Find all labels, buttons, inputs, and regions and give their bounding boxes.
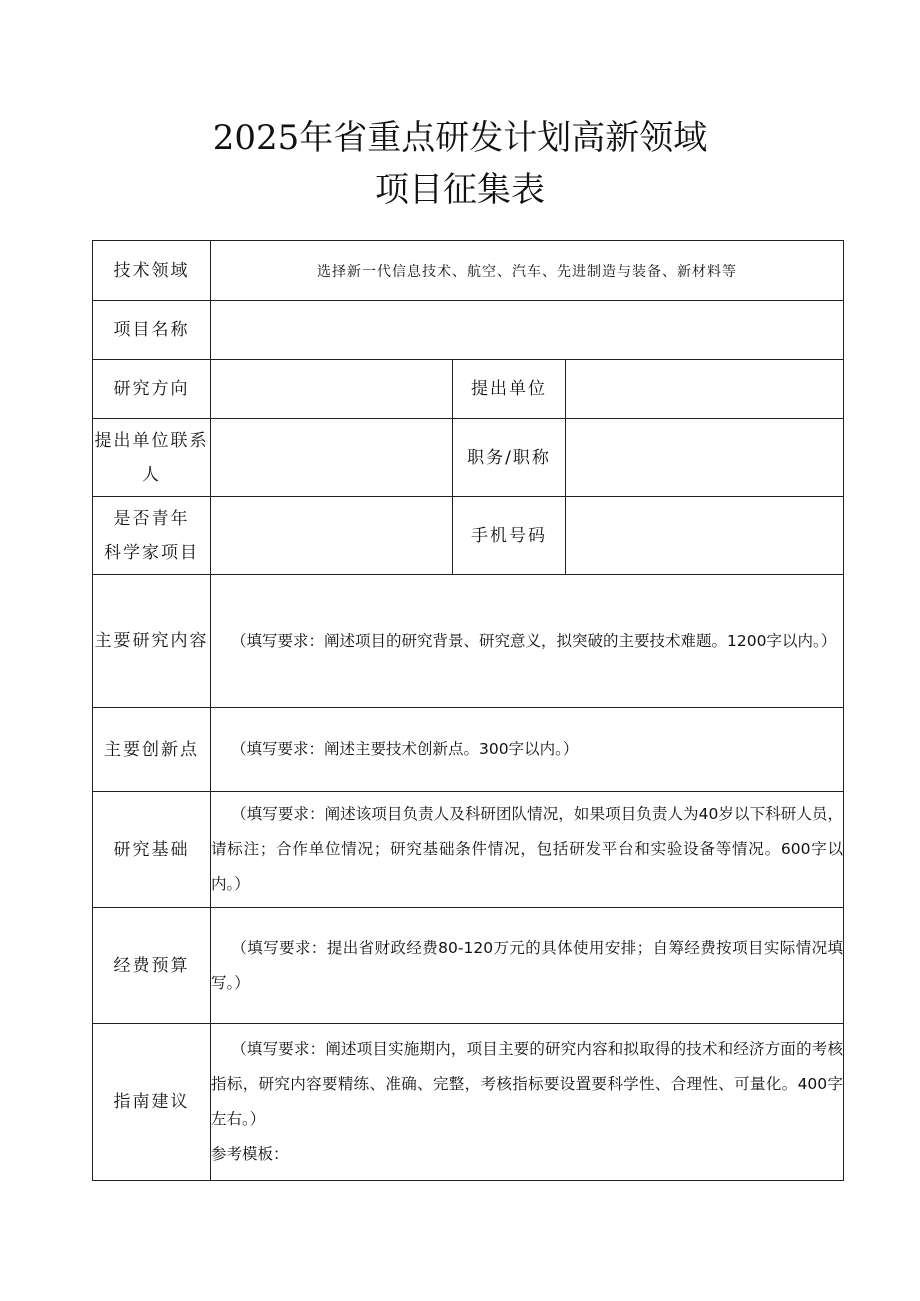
innovation-label: 主要创新点 (93, 708, 211, 792)
guide-suggestion-hint: （填写要求：阐述项目实施期内，项目主要的研究内容和拟取得的技术和经济方面的考核指标，研究内容要精练、准确、完整，考核指标要设置要科学性、合理性、可量化。400字左右。） (211, 1040, 844, 1128)
project-name-field[interactable] (211, 301, 844, 360)
guide-suggestion-label: 指南建议 (93, 1024, 211, 1181)
proposing-unit-label: 提出单位 (453, 360, 566, 419)
research-basis-field[interactable] (211, 792, 844, 908)
phone-field[interactable] (566, 497, 844, 575)
contact-person-field[interactable] (211, 419, 453, 497)
budget-hint: （填写要求：提出省财政经费80-120万元的具体使用安排；自筹经费按项目实际情况填写。） (211, 938, 844, 992)
research-direction-field[interactable] (211, 360, 453, 419)
research-basis-hint: （填写要求：阐述该项目负责人及科研团队情况，如果项目负责人为40岁以下科研人员，请标注；合作单位情况；研究基础条件情况，包括研发平台和实验设备等情况。600字以内。） (211, 805, 844, 893)
position-title-label: 职务/职称 (453, 419, 566, 497)
research-direction-label: 研究方向 (93, 360, 211, 419)
row-research-basis (93, 792, 844, 908)
row-guide-suggestion (93, 1024, 844, 1181)
young-scientist-field[interactable] (211, 497, 453, 575)
young-scientist-label-line2: 科学家项目 (104, 542, 199, 563)
row-main-content (93, 575, 844, 708)
row-budget (93, 908, 844, 1024)
young-scientist-label-line1: 是否青年 (113, 508, 190, 529)
proposing-unit-field[interactable] (566, 360, 844, 419)
row-direction-unit (93, 360, 844, 419)
main-content-hint: （填写要求：阐述项目的研究背景、研究意义，拟突破的主要技术难题。1200字以内。） (231, 631, 837, 650)
position-title-field[interactable] (566, 419, 844, 497)
research-basis-label: 研究基础 (93, 792, 211, 908)
project-form-table (92, 240, 844, 1181)
innovation-field[interactable] (211, 708, 844, 792)
main-content-label: 主要研究内容 (93, 575, 211, 708)
contact-person-label-line2: 人 (142, 464, 161, 485)
phone-label: 手机号码 (453, 497, 566, 575)
row-innovation (93, 708, 844, 792)
tech-field-value[interactable]: 选择新一代信息技术、航空、汽车、先进制造与装备、新材料等 (211, 241, 844, 301)
young-scientist-label (93, 497, 211, 575)
tech-field-label: 技术领域 (93, 241, 211, 301)
document-title (0, 112, 920, 216)
budget-field[interactable] (211, 908, 844, 1024)
main-content-field[interactable] (211, 575, 844, 708)
innovation-hint: （填写要求：阐述主要技术创新点。300字以内。） (231, 740, 579, 758)
reference-template-label: 参考模板： (211, 1145, 289, 1163)
guide-suggestion-field[interactable] (211, 1024, 844, 1181)
contact-person-label (93, 419, 211, 497)
title-line-1: 2025年省重点研发计划高新领域 (212, 118, 708, 158)
project-name-label: 项目名称 (93, 301, 211, 360)
title-line-2: 项目征集表 (375, 170, 545, 210)
contact-person-label-line1: 提出单位联系 (94, 430, 209, 451)
row-tech-field (93, 241, 844, 301)
row-project-name (93, 301, 844, 360)
row-contact-position (93, 419, 844, 497)
row-young-phone (93, 497, 844, 575)
budget-label: 经费预算 (93, 908, 211, 1024)
